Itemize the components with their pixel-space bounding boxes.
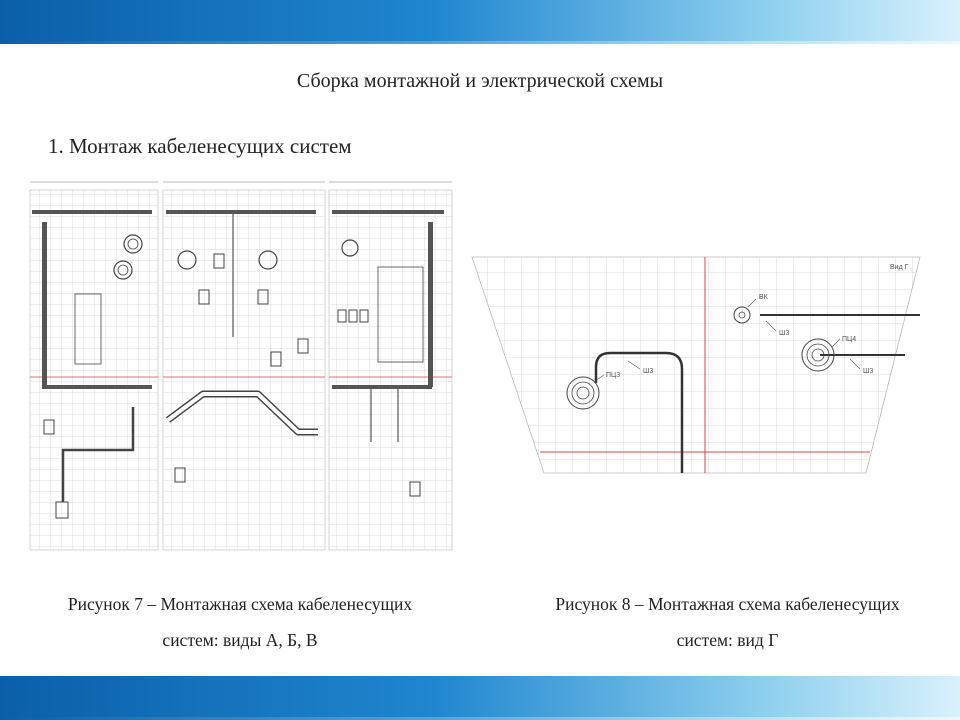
slide-title: Сборка монтажной и электрической схемы bbox=[296, 70, 664, 92]
view-a-panel bbox=[30, 190, 158, 550]
view-v-panel bbox=[329, 190, 452, 550]
footer-band bbox=[0, 676, 960, 720]
label-pc4: ПЦ4 bbox=[842, 336, 857, 343]
figure-8-caption bbox=[505, 586, 950, 658]
figure-8-drawing bbox=[470, 255, 922, 475]
figure-7-drawing bbox=[28, 172, 454, 552]
label-pc3: ПЦ3 bbox=[606, 372, 621, 379]
figure-7-caption bbox=[20, 586, 460, 658]
figure-7-caption-line2: систем: виды А, Б, В bbox=[162, 630, 318, 650]
view-b-top-tray bbox=[166, 210, 316, 214]
view-b-panel bbox=[163, 190, 325, 550]
figure-8-caption-line2: систем: вид Г bbox=[676, 630, 779, 650]
label-sh3-2: Ш3 bbox=[863, 368, 874, 375]
header-band bbox=[0, 0, 960, 44]
figure-8-caption-line1: Рисунок 8 – Монтажная схема кабеленесущих bbox=[555, 594, 900, 614]
label-sh3-1: Ш3 bbox=[779, 330, 790, 337]
view-a-vertical-tray bbox=[42, 222, 47, 387]
view-a-bottom-tray bbox=[42, 385, 152, 389]
figure-7-caption-line1: Рисунок 7 – Монтажная схема кабеленесущих bbox=[67, 594, 413, 614]
view-g-label: Вид Г bbox=[890, 264, 909, 271]
view-v-top-tray bbox=[332, 210, 444, 214]
figure-7-svg bbox=[28, 172, 454, 552]
label-sh3-3: Ш3 bbox=[643, 368, 654, 375]
label-vk: ВК bbox=[759, 294, 768, 301]
view-a-top-tray bbox=[32, 210, 152, 214]
section-heading: 1. Монтаж кабеленесущих систем bbox=[48, 134, 352, 158]
figure-8-svg bbox=[470, 255, 922, 475]
